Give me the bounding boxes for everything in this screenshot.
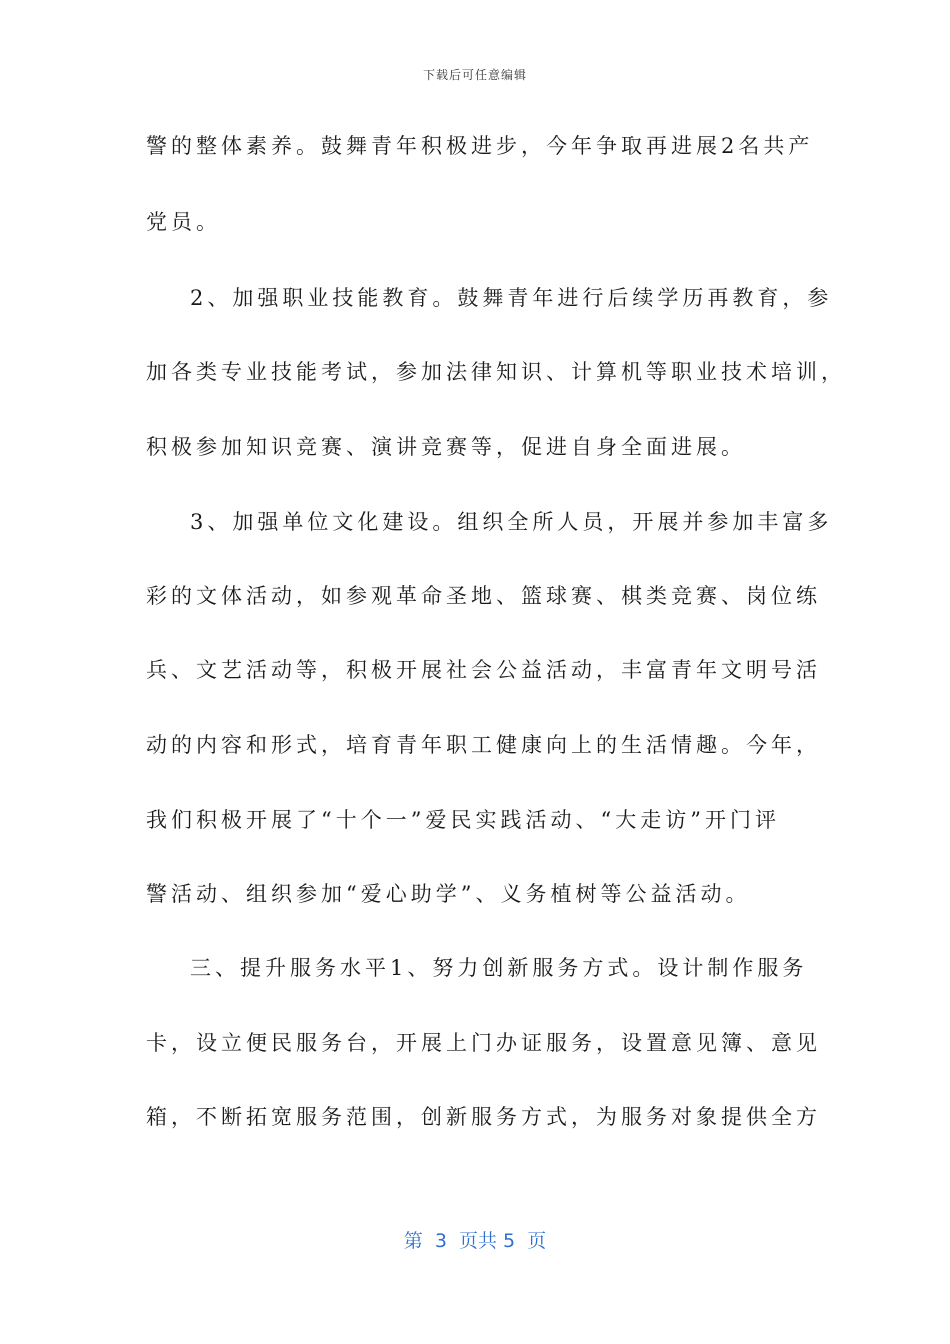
text-line: 卡，设立便民服务台，开展上门办证服务，设置意见簿、意见 xyxy=(146,1031,821,1055)
header-note: 下载后可任意编辑 xyxy=(422,68,527,82)
text-line: 兵、文艺活动等，积极开展社会公益活动，丰富青年文明号活 xyxy=(146,658,821,682)
text-line: 警的整体素养。鼓舞青年积极进步，今年争取再进展2名共产 xyxy=(146,134,814,158)
text-line: 积极参加知识竞赛、演讲竞赛等，促进自身全面进展。 xyxy=(146,435,746,459)
text-line: 2、加强职业技能教育。鼓舞青年进行后续学历再教育，参 xyxy=(190,286,833,310)
text-line: 三、提升服务水平1、努力创新服务方式。设计制作服务 xyxy=(190,956,808,980)
page-number: 第 3 页共 5 页 xyxy=(403,1230,547,1252)
text-line: 我们积极开展了“十个一”爱民实践活动、“大走访”开门评 xyxy=(146,808,780,832)
text-line: 党员。 xyxy=(146,210,221,234)
text-line: 3、加强单位文化建设。组织全所人员，开展并参加丰富多 xyxy=(190,510,833,534)
text-line: 动的内容和形式，培育青年职工健康向上的生活情趣。今年， xyxy=(146,733,821,757)
text-line: 加各类专业技能考试，参加法律知识、计算机等职业技术培训， xyxy=(146,360,846,384)
text-line: 箱，不断拓宽服务范围，创新服务方式，为服务对象提供全方 xyxy=(146,1105,821,1129)
text-line: 彩的文体活动，如参观革命圣地、篮球赛、棋类竞赛、岗位练 xyxy=(146,584,821,608)
text-line: 警活动、组织参加“爱心助学”、义务植树等公益活动。 xyxy=(146,882,751,906)
